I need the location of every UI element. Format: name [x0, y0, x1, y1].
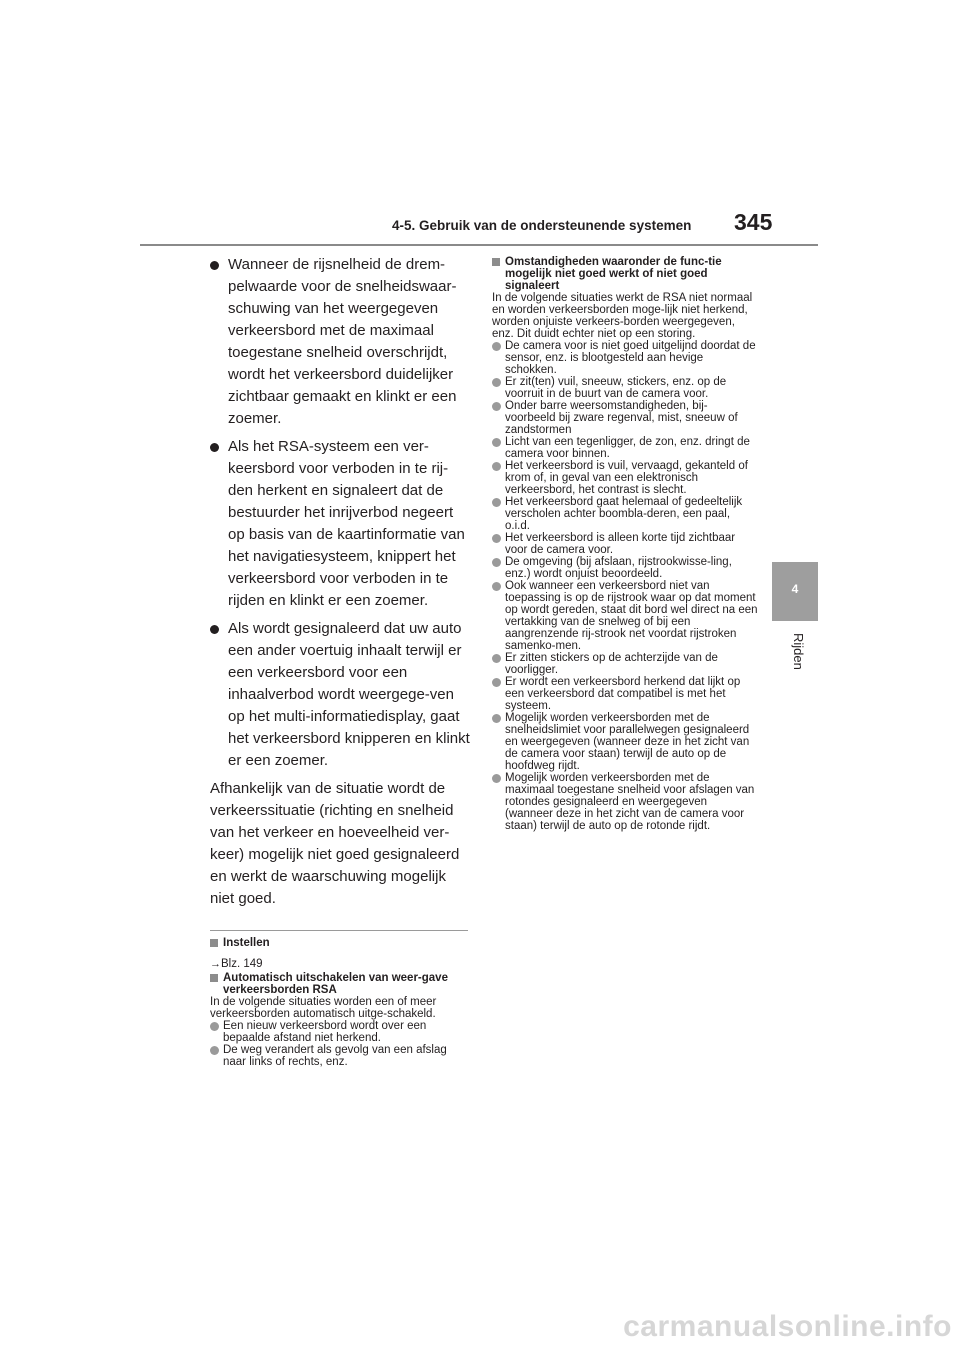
- list-item-text: Het verkeersbord gaat helemaal of gedeeltelijk verscholen achter boombla-deren, een paal, o.i.d.: [505, 496, 743, 532]
- list-item-text: Als wordt gesignaleerd dat uw auto een ander voertuig inhaalt terwijl er een verkeersbord voor een inhaalverbod wordt weergege-ven op het multi-informatiedisplay, gaat het verkeersbord knipperen en klinkt er een zoemer.: [228, 620, 470, 769]
- bullet-icon: [210, 625, 219, 634]
- bullet-icon: [492, 774, 501, 783]
- list-item-text: De camera voor is niet goed uitgelijnd doordat de sensor, enz. is blootgesteld aan hevige schokken.: [505, 340, 756, 376]
- bullet-icon: [492, 558, 501, 567]
- subsection-intro: In de volgende situaties werkt de RSA niet normaal en worden verkeersborden moge-lijk niet herkend, worden onjuiste verkeers-borden weergegeven, enz. Dit duidt echter niet op een storing.: [492, 292, 753, 340]
- bullet-icon: [492, 654, 501, 663]
- list-item: [210, 254, 472, 430]
- bullet-icon: [492, 378, 501, 387]
- section-title: 4-5. Gebruik van de ondersteunende systemen: [392, 218, 692, 233]
- bullet-icon: [210, 1046, 219, 1055]
- chapter-label-text: Rijden: [791, 633, 806, 670]
- subsection-heading: [210, 937, 472, 949]
- square-bullet-icon: [210, 939, 218, 947]
- bullet-icon: [492, 498, 501, 507]
- page-reference[interactable]: [210, 958, 472, 970]
- list-item-text: Ook wanneer een verkeersbord niet van toepassing is op de rijstrook waar op dat moment op wordt gereden, staat dit bord wel direct na een vertakking van de snelweg of bij een aangrenzende rij-strook net voordat rijstroken samenko-men.: [505, 580, 758, 652]
- chapter-number: 4: [791, 582, 799, 596]
- list-item-text: Er wordt een verkeersbord herkend dat lijkt op een verkeersbord dat compatibel is met het systeem.: [505, 676, 741, 712]
- bullet-icon: [492, 462, 501, 471]
- subsection-heading: [492, 256, 758, 292]
- subsection-heading-text: Omstandigheden waaronder de func-tie mogelijk niet goed werkt of niet goed signaleert: [505, 256, 722, 292]
- watermark: carmanualsonline.info: [623, 1310, 952, 1343]
- list-item-text: Het verkeersbord is vuil, vervaagd, gekanteld of krom of, in geval van een elektronisch verkeersbord, het contrast is slecht.: [505, 460, 748, 496]
- list-item: [492, 340, 758, 376]
- list-item: [492, 376, 758, 400]
- square-bullet-icon: [492, 258, 500, 266]
- list-item-text: Er zit(ten) vuil, sneeuw, stickers, enz. op de voorruit in de buurt van de camera voor.: [505, 376, 727, 400]
- bullet-icon: [492, 342, 501, 351]
- list-item-text: Als het RSA-systeem een ver-keersbord voor verboden in te rij-den herkent en signaleert dat de bestuurder het inrijverbod negeert op basis van de kaartinformatie van het navigatiesysteem, knippert het verkeersbord voor verboden in te rijden en klinkt er een zoemer.: [228, 438, 465, 609]
- chapter-tab: [772, 562, 818, 621]
- list-item: [492, 400, 758, 436]
- bullet-icon: [210, 261, 219, 270]
- list-item: [492, 652, 758, 676]
- list-item: [210, 1044, 472, 1068]
- bullet-icon: [492, 438, 501, 447]
- subsection-heading: [210, 972, 472, 996]
- list-item: [210, 618, 472, 772]
- list-item-text: Onder barre weersomstandigheden, bij-voorbeeld bij zware regenval, mist, sneeuw of zandstormen: [505, 400, 738, 436]
- arrow-icon: →: [210, 958, 221, 970]
- bullet-icon: [492, 714, 501, 723]
- subsection-intro: In de volgende situaties worden een of meer verkeersborden automatisch uitge-schakeld.: [210, 996, 437, 1020]
- list-item-text: Mogelijk worden verkeersborden met de snelheidslimiet voor parallelwegen gesignaleerd en weergegeven (wanneer deze in het zicht van de camera voor staan) terwijl de auto op de hoofdweg rijdt.: [505, 712, 750, 772]
- list-item: [492, 772, 758, 832]
- square-bullet-icon: [210, 974, 218, 982]
- list-item-text: Er zitten stickers op de achterzijde van de voorligger.: [505, 652, 718, 676]
- page-reference-text[interactable]: Blz. 149: [221, 958, 263, 970]
- list-item: [492, 460, 758, 496]
- list-item-text: Het verkeersbord is alleen korte tijd zichtbaar voor de camera voor.: [505, 532, 736, 556]
- bullet-icon: [210, 1022, 219, 1031]
- list-item: [492, 676, 758, 712]
- list-item: [492, 556, 758, 580]
- right-column: [492, 256, 758, 832]
- header-divider: [140, 244, 818, 246]
- list-item-text: Een nieuw verkeersbord wordt over een bepaalde afstand niet herkend.: [223, 1020, 427, 1044]
- list-item: [210, 1020, 472, 1044]
- body-paragraph: Afhankelijk van de situatie wordt de verkeerssituatie (richting en snelheid van het verkeer en hoeveelheid ver-keer) mogelijk niet goed gesignaleerd en werkt de waarschuwing mogelijk niet goed.: [210, 780, 460, 907]
- list-item: [492, 496, 758, 532]
- bullet-icon: [210, 443, 219, 452]
- section-divider: [210, 930, 468, 931]
- left-column: [210, 254, 472, 1068]
- list-item: [492, 532, 758, 556]
- subsection-heading-text: Automatisch uitschakelen van weer-gave verkeersborden RSA: [223, 972, 448, 996]
- list-item: [492, 580, 758, 652]
- bullet-icon: [492, 402, 501, 411]
- list-item: [492, 436, 758, 460]
- bullet-icon: [492, 534, 501, 543]
- list-item-text: Mogelijk worden verkeersborden met de maximaal toegestane snelheid voor afslagen van rotondes gesignaleerd en weergegeven (wanneer deze in het zicht van de camera voor staan) terwijl de auto op de rotonde rijdt.: [505, 772, 755, 832]
- bullet-icon: [492, 582, 501, 591]
- list-item-text: De omgeving (bij afslaan, rijstrookwisse-ling, enz.) wordt onjuist beoordeeld.: [505, 556, 732, 580]
- bullet-icon: [492, 678, 501, 687]
- list-item: [492, 712, 758, 772]
- page-number: 345: [734, 209, 773, 235]
- list-item: [210, 436, 472, 612]
- subsection-heading-text: Instellen: [223, 937, 270, 949]
- list-item-text: De weg verandert als gevolg van een afslag naar links of rechts, enz.: [223, 1044, 447, 1068]
- list-item-text: Licht van een tegenligger, de zon, enz. dringt de camera voor binnen.: [505, 436, 750, 460]
- chapter-label: [779, 633, 811, 693]
- list-item-text: Wanneer de rijsnelheid de drem-pelwaarde voor de snelheidswaar-schuwing van het weergegeven verkeersbord met de maximaal toegestane snelheid overschrijdt, wordt het verkeersbord duidelijker zichtbaar gemaakt en klinkt er een zoemer.: [228, 256, 457, 427]
